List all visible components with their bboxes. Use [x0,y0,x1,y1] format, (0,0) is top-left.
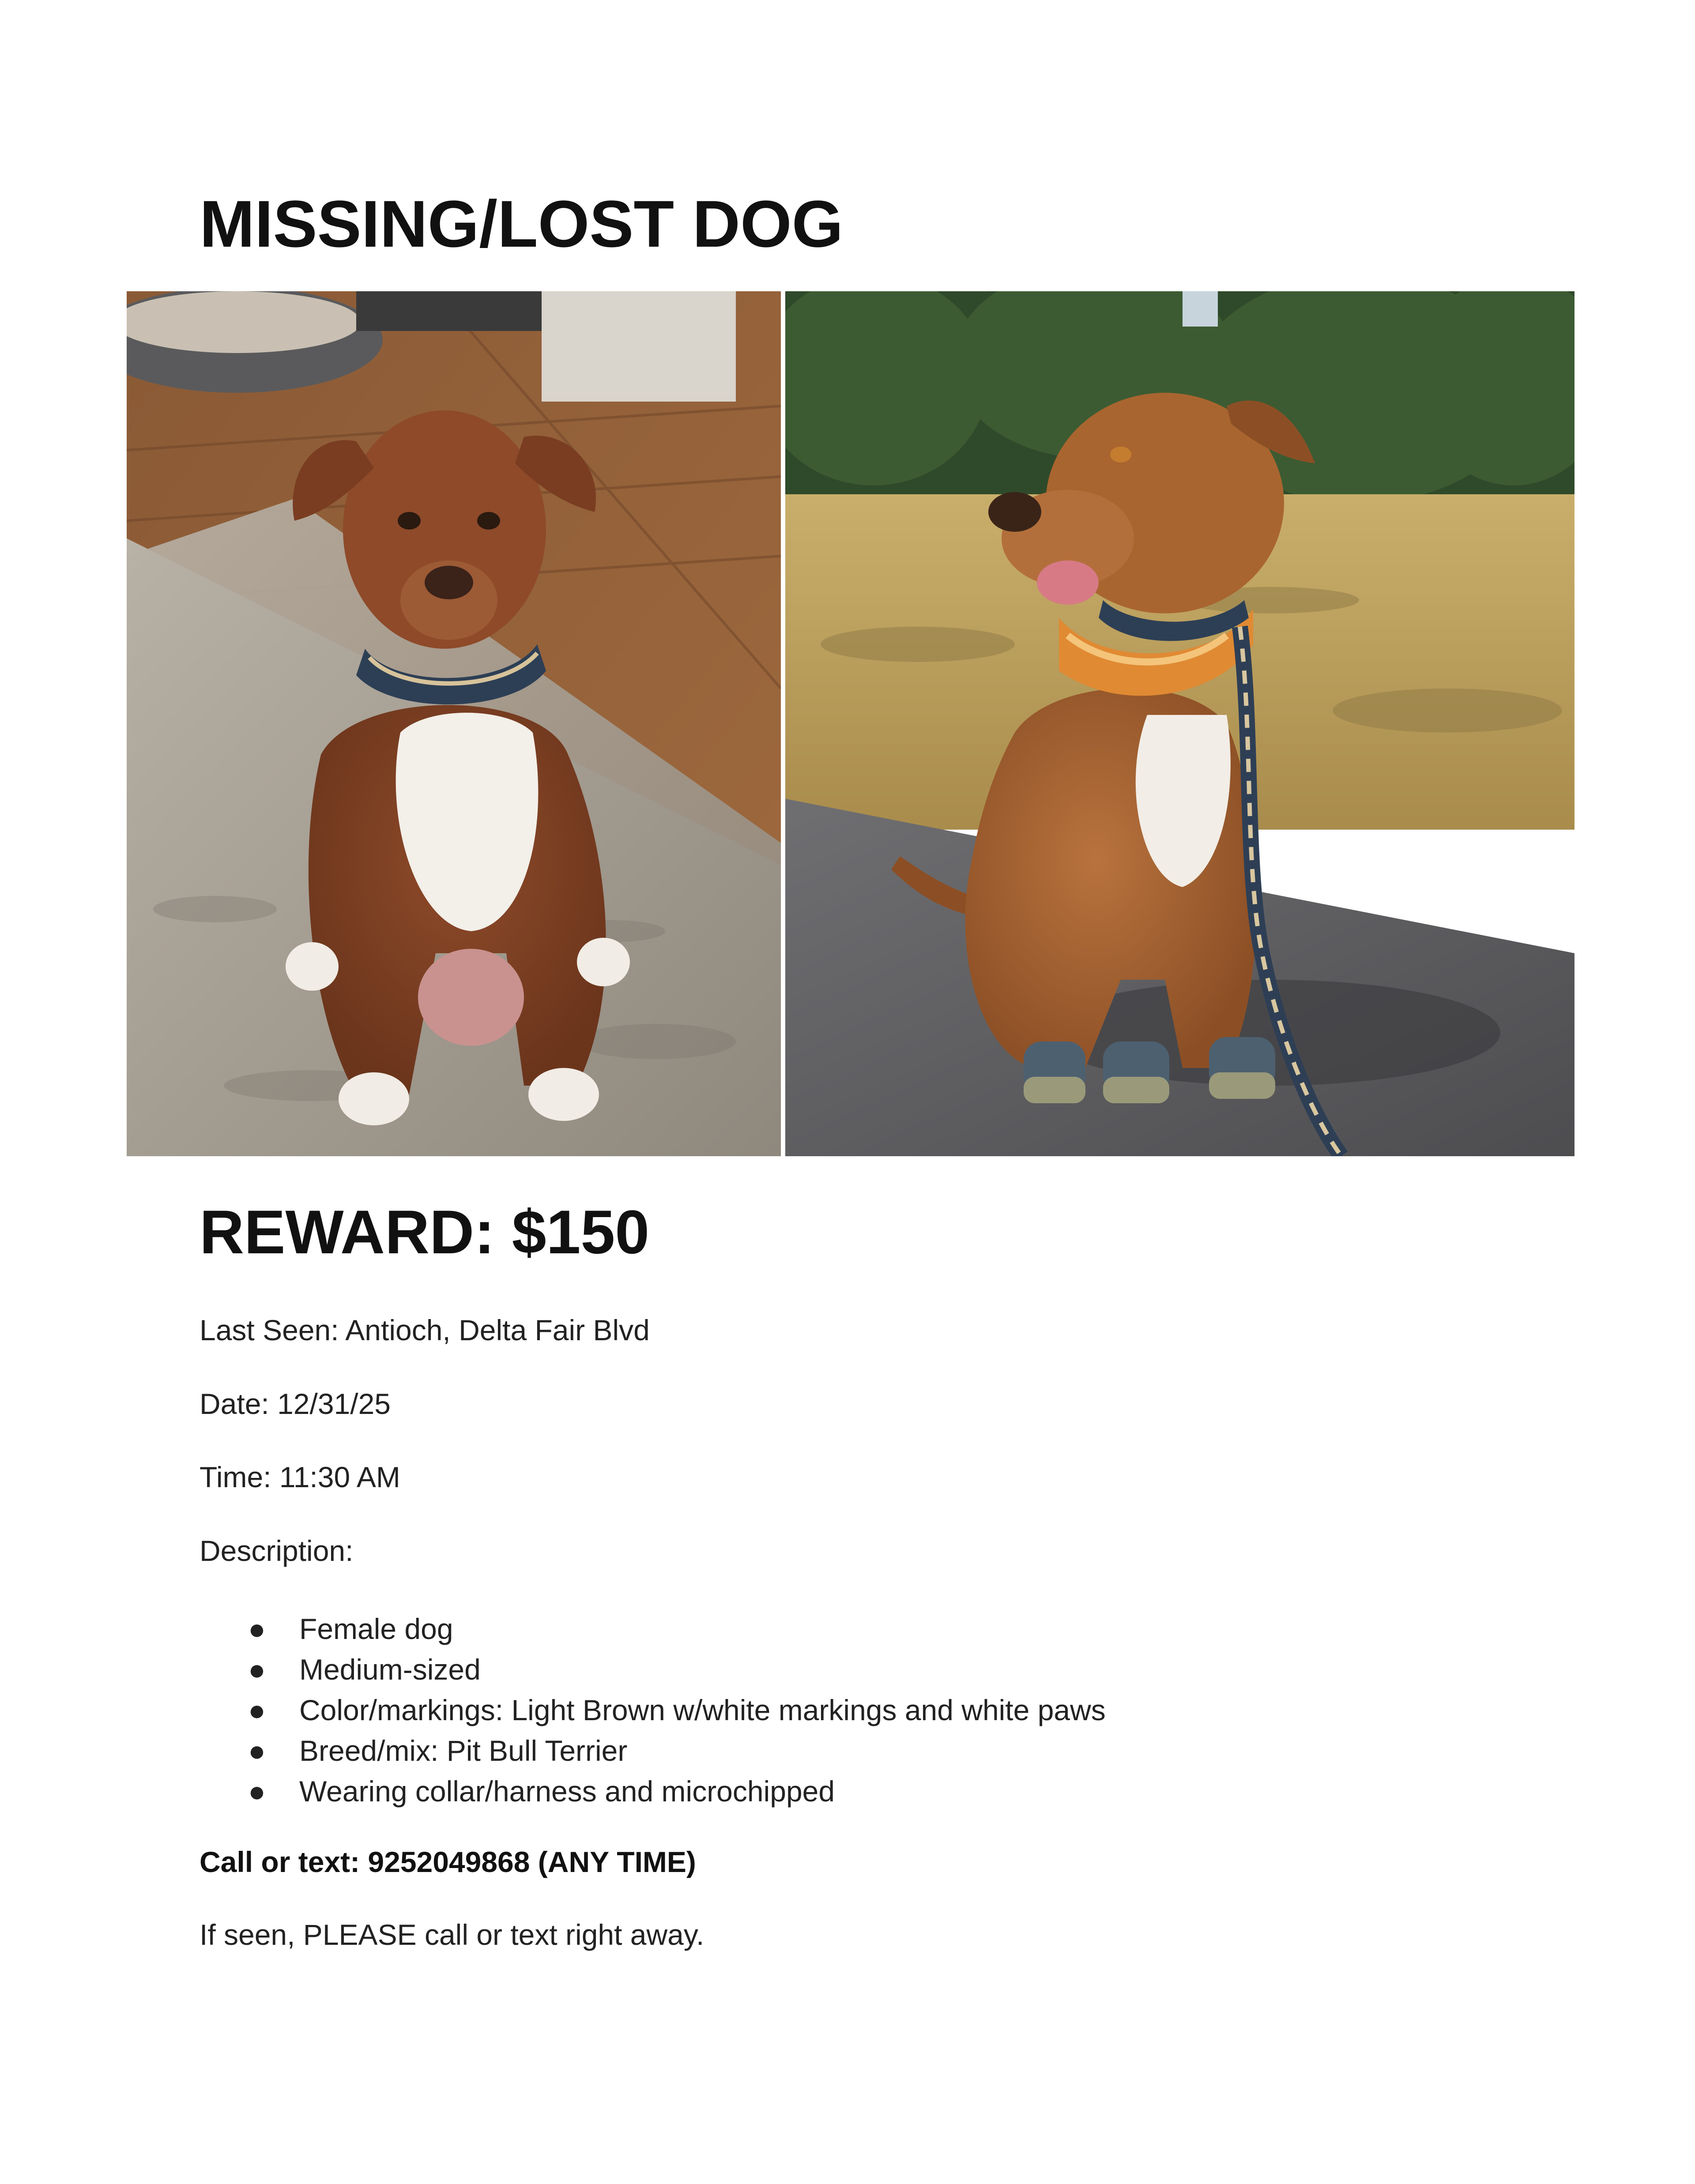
closing-line: If seen, PLEASE call or text right away. [200,1918,704,1951]
list-item-text: Breed/mix: Pit Bull Terrier [299,1734,628,1767]
dog-indoor-illustration [127,291,781,1156]
list-item [200,1690,1106,1730]
photo-row [127,291,1574,1156]
bullet-icon: ● [248,1775,266,1808]
time-text: Time: 11:30 AM [200,1461,400,1493]
list-item-text: Medium-sized [299,1653,481,1686]
last-seen-text: Last Seen: Antioch, Delta Fair Blvd [200,1314,650,1346]
list-item-text: Wearing collar/harness and microchipped [299,1775,835,1808]
description-list [200,1609,1106,1812]
list-item-text: Color/markings: Light Brown w/white markings and white paws [299,1694,1106,1726]
page-title: MISSING/LOST DOG [200,187,844,261]
bullet-icon: ● [248,1694,266,1726]
list-item [200,1609,1106,1649]
bullet-icon: ● [248,1653,266,1686]
list-item [200,1771,1106,1812]
dog-outdoor-photo [785,291,1574,1156]
bullet-icon: ● [248,1734,266,1767]
reward-heading: REWARD: $150 [200,1197,650,1267]
dog-outdoor-illustration [785,291,1574,1156]
bullet-icon: ● [248,1613,266,1645]
list-item [200,1730,1106,1771]
contact-line: Call or text: 9252049868 (ANY TIME) [200,1846,696,1878]
dog-indoor-photo [127,291,781,1156]
description-label: Description: [200,1534,354,1567]
list-item-text: Female dog [299,1613,453,1645]
list-item [200,1649,1106,1690]
date-text: Date: 12/31/25 [200,1387,391,1420]
